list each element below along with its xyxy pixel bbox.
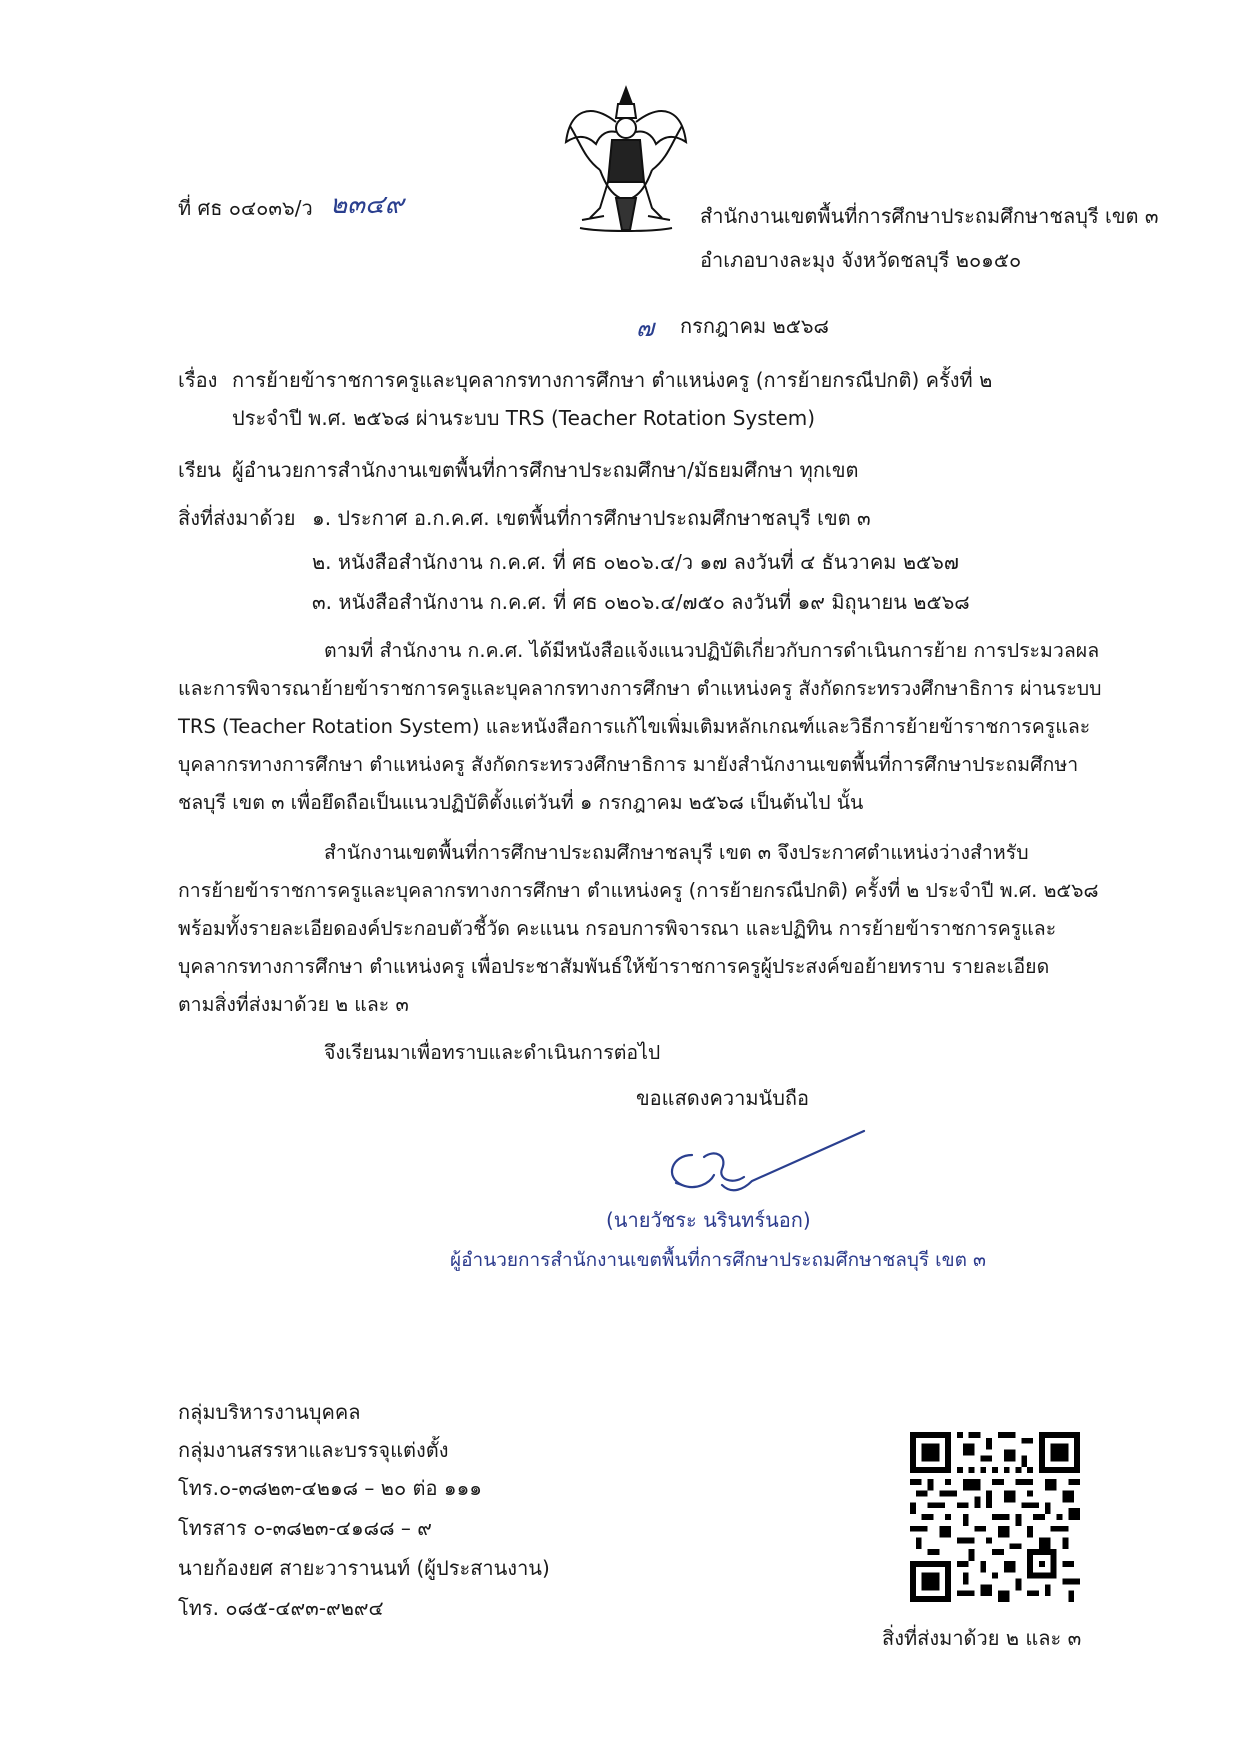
paragraph-1-line: และการพิจารณาย้ายข้าราชการครูและบุคลากรทางการศึกษา ตำแหน่งครู สังกัดกระทรวงศึกษาธิการ ผ่านระบบ [178,677,1102,700]
office-name: สำนักงานเขตพื้นที่การศึกษาประถมศึกษาชลบุรี เขต ๓ [700,204,1159,228]
footer-coordinator: นายก้องยศ สายะวารานนท์ (ผู้ประสานงาน) [178,1556,550,1580]
paragraph-2-line: การย้ายข้าราชการครูและบุคลากรทางการศึกษา ตำแหน่งครู (การย้ายกรณีปกติ) ครั้งที่ ๒ ประจำปี พ.ศ. ๒๕๖๘ [178,879,1099,902]
paragraph-1-line: ชลบุรี เขต ๓ เพื่อยึดถือเป็นแนวปฏิบัติตั้งแต่วันที่ ๑ กรกฎาคม ๒๕๖๘ เป็นต้นไป นั้น [178,791,864,814]
office-address: อำเภอบางละมุง จังหวัดชลบุรี ๒๐๑๕๐ [700,248,1022,272]
enclosure-item: ๑. ประกาศ อ.ก.ค.ศ. เขตพื้นที่การศึกษาประถมศึกษาชลบุรี เขต ๓ [312,506,871,530]
closing-line: จึงเรียนมาเพื่อทราบและดำเนินการต่อไป [324,1041,661,1064]
subject-line-2: ประจำปี พ.ศ. ๒๕๖๘ ผ่านระบบ TRS (Teacher Rotation System) [232,406,816,430]
date-month-year: กรกฎาคม ๒๕๖๘ [680,314,829,338]
paragraph-1-line: TRS (Teacher Rotation System) และหนังสือการแก้ไขเพิ่มเติมหลักเกณฑ์และวิธีการย้ายข้าราชการครูและ [178,715,1091,738]
garuda-emblem-icon [560,82,692,242]
enclosure-item: ๒. หนังสือสำนักงาน ก.ค.ศ. ที่ ศธ ๐๒๐๖.๔/ว ๑๗ ลงวันที่ ๔ ธันวาคม ๒๕๖๗ [312,550,959,574]
signatory-name: (นายวัชระ นรินทร์นอก) [606,1208,811,1232]
qr-code[interactable] [910,1432,1080,1602]
subject-label: เรื่อง [178,368,218,392]
footer-line: กลุ่มงานสรรหาและบรรจุแต่งตั้ง [178,1438,449,1462]
footer-line: กลุ่มบริหารงานบุคคล [178,1400,361,1424]
date-day-handwritten: ๗ [636,314,655,342]
enclosures-label: สิ่งที่ส่งมาด้วย [178,506,296,530]
paragraph-1-line: ตามที่ สำนักงาน ก.ค.ศ. ได้มีหนังสือแจ้งแนวปฏิบัติเกี่ยวกับการดำเนินการย้าย การประมวลผล [324,639,1100,662]
footer-coordinator-phone: โทร. ๐๘๕-๔๙๓-๙๒๙๔ [178,1596,384,1620]
paragraph-2-line: บุคลากรทางการศึกษา ตำแหน่งครู เพื่อประชาสัมพันธ์ให้ข้าราชการครูผู้ประสงค์ขอย้ายทราบ รายละเอียด [178,955,1050,978]
paragraph-2-line: พร้อมทั้งรายละเอียดองค์ประกอบตัวชี้วัด คะแนน กรอบการพิจารณา และปฏิทิน การย้ายข้าราชการครูและ [178,917,1057,940]
footer-phone: โทร.๐-๓๘๒๓-๔๒๑๘ – ๒๐ ต่อ ๑๑๑ [178,1476,482,1500]
subject-line-1: การย้ายข้าราชการครูและบุคลากรทางการศึกษา ตำแหน่งครู (การย้ายกรณีปกติ) ครั้งที่ ๒ [232,368,993,392]
reference-label: ที่ ศธ ๐๔๐๓๖/ว [178,196,313,220]
footer-fax: โทรสาร ๐-๓๘๒๓-๔๑๘๘ – ๙ [178,1516,432,1540]
paragraph-2-line: สำนักงานเขตพื้นที่การศึกษาประถมศึกษาชลบุรี เขต ๓ จึงประกาศตำแหน่งว่างสำหรับ [324,841,1029,864]
recipient-label: เรียน [178,458,221,482]
signatory-position: ผู้อำนวยการสำนักงานเขตพื้นที่การศึกษาประถมศึกษาชลบุรี เขต ๓ [450,1249,987,1271]
recipient-text: ผู้อำนวยการสำนักงานเขตพื้นที่การศึกษาประถมศึกษา/มัธยมศึกษา ทุกเขต [232,458,859,482]
paragraph-2-line: ตามสิ่งที่ส่งมาด้วย ๒ และ ๓ [178,993,409,1016]
handwritten-signature [652,1125,872,1205]
salutation: ขอแสดงความนับถือ [636,1086,810,1110]
paragraph-1-line: บุคลากรทางการศึกษา ตำแหน่งครู สังกัดกระทรวงศึกษาธิการ มายังสำนักงานเขตพื้นที่การศึกษาประถมศึกษา [178,753,1079,776]
reference-number-handwritten: ๒๓๔๙ [330,190,404,220]
enclosure-item: ๓. หนังสือสำนักงาน ก.ค.ศ. ที่ ศธ ๐๒๐๖.๔/๗๕๐ ลงวันที่ ๑๙ มิถุนายน ๒๕๖๘ [312,590,970,614]
qr-caption: สิ่งที่ส่งมาด้วย ๒ และ ๓ [882,1626,1082,1650]
